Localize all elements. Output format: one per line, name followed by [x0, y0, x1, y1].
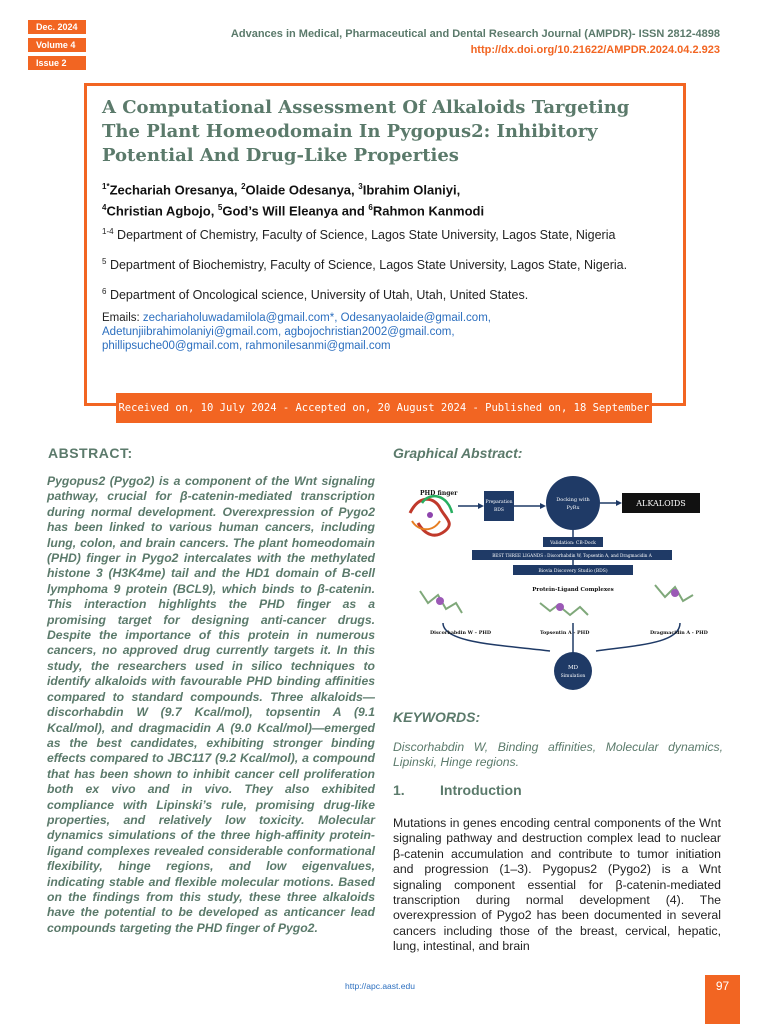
keywords-heading: KEYWORDS: — [393, 709, 481, 725]
journal-name: Advances in Medical, Pharmaceutical and Dental Research Journal (AMPDR)- ISSN 2812-4898 — [230, 28, 720, 40]
best-three-label: BEST THREE LIGANDS : Discorhabdin W, Topsentin A, and Dragmacidin A — [492, 553, 652, 558]
affiliation-3 — [102, 284, 672, 303]
complex-image — [655, 585, 693, 601]
date-tag — [28, 20, 86, 34]
author-name: God’s Will Eleanya and — [222, 203, 369, 219]
validation-label: Validation: CB-Dock — [550, 541, 596, 546]
affiliation-1 — [102, 224, 672, 243]
complex-image — [540, 603, 588, 615]
graphical-abstract-figure — [400, 473, 720, 695]
preparation-label: Preparation — [485, 500, 513, 505]
author-sup: 4 — [102, 203, 107, 213]
volume-tag — [28, 38, 86, 52]
md-circle — [554, 652, 592, 690]
author-list — [102, 178, 672, 221]
phd-finger-label: PHD finger — [420, 490, 458, 497]
introduction-heading: Introduction — [440, 782, 522, 798]
biovia-label: Biovia Discovery Studio (BDS) — [538, 569, 608, 574]
affiliation-sup: 5 — [102, 257, 107, 266]
ligand-2-label: Topsentin A - PHD — [540, 630, 590, 636]
affiliation-text: Department of Biochemistry, Faculty of Science, Lagos State University, Lagos State, Nigeria. — [109, 258, 628, 273]
ligand-3-label: Dragmacidin A - PHD — [650, 630, 708, 636]
affiliation-sup: 1-4 — [102, 227, 114, 236]
dates-band: Received on, 10 July 2024 - Accepted on, 20 August 2024 - Published on, 18 September 2024 — [116, 393, 652, 423]
author-sup: 1* — [102, 182, 110, 191]
page-number: 97 — [705, 975, 740, 1024]
date-text: Dec. 2024 — [36, 22, 78, 32]
author-name: Ibrahim Olaniyi, — [362, 182, 461, 198]
affiliation-text: Department of Chemistry, Faculty of Science, Lagos State University, Lagos State, Nigeria — [117, 228, 616, 243]
protein-structure-image — [410, 496, 452, 535]
preparation-box — [484, 491, 514, 521]
author-sup: 3 — [358, 182, 363, 191]
docking-label: Docking with — [556, 497, 590, 503]
section-number: 1. — [393, 782, 405, 798]
md-label: MD — [567, 665, 579, 671]
author-name: Christian Agbojo, — [106, 203, 218, 219]
emails-label: Emails: — [102, 312, 143, 324]
abstract-text: Pygopus2 (Pygo2) is a component of the Wnt signaling pathway, crucial for β-catenin-mediated transcription during normal development. Overexpression of Pygo2 has been linked to various human cancers, including lung, colon, and brain cancers. The plant homeodomain (PHD) finger in Pygo2 intercalates with the methylated histone 3 (H3K4me) tail and the HD1 domain of B-cell lymphoma 9 protein (BCL9), which binds to β-catenin. This interaction highlights the PHD finger as a promising target for designing anti-cancer drugs. Despite the importance of this protein in numerous cancers, no approved drug currently targets it. In this study, the researchers used in silico techniques to identify alkaloids with favourable PHD binding affinities compared to standard compounds. Three alkaloids—discorhabdin W (9.7 Kcal/mol), topsentin A (9.1 Kcal/mol), and dragmacidin A (9.0 Kcal/mol)—emerged as the best candidates, exhibiting stronger binding effects compared to JBC117 (9.2 Kcal/mol), a compound that has been shown to inhibit cancer cell proliferation both ex vivo and in vivo. They also exhibited compliance with Lipinski’s rule, promising drug-like properties, and relatively low toxicity. Molecular dynamics simulations of the three high-affinity protein-ligand complexes revealed considerable conformational flexibility, hinge regions, and low eigenvalues, indicating stable and flexible molecular motions. Based on the findings from this study, these three alkaloids have the potential to be developed as anticancer lead compounds targeting the PHD finger of Pygo2. — [47, 474, 375, 935]
author-sup: 2 — [241, 182, 246, 191]
graphical-abstract-heading: Graphical Abstract: — [393, 445, 523, 461]
author-name: Olaide Odesanya, — [245, 182, 359, 198]
introduction-text: Mutations in genes encoding central components of the Wnt signaling pathway and destruction complex lead to nuclear β-catenin accumulation and contribute to tumor initiation and progression (1–3). Pygopus2 (Pygo2) is a Wnt signaling component essential for β-catenin-mediated transcription during normal development (4). The overexpression of Pygo2 has been documented in several cancers including those of the breast, cervical, hepatic, lung, intestinal, and brain — [393, 816, 721, 954]
author-name: Rahmon Kanmodi — [372, 203, 485, 219]
paper-title: A Computational Assessment Of Alkaloids Targeting The Plant Homeodomain In Pygopus2: Inhibitory Potential And Drug-Like Properties — [102, 97, 630, 166]
ligand-1-label: Discorhabdin W – PHD — [430, 630, 492, 636]
affiliation-sup: 6 — [102, 287, 107, 296]
simulation-label: Simulation — [560, 674, 586, 679]
complexes-label: Protein-Ligand Complexes — [532, 587, 614, 593]
volume-text: Volume 4 — [36, 40, 76, 50]
issue-text: Issue 2 — [36, 58, 67, 68]
complex-image — [420, 591, 462, 613]
doi-link[interactable]: http://dx.doi.org/10.21622/AMPDR.2024.04.2.923 — [470, 44, 720, 56]
email-link[interactable]: phillipsuche00@gmail.com, rahmonilesanmi@gmail.com — [102, 340, 391, 352]
author-name: Zechariah Oresanya, — [109, 182, 242, 198]
affiliation-text: Department of Oncological science, University of Utah, Utah, United States. — [109, 288, 529, 303]
affiliation-2 — [102, 254, 672, 273]
email-link[interactable]: zechariaholuwadamilola@gmail.com*, Odesanyaolaide@gmail.com, — [142, 312, 491, 324]
author-sup: 5 — [217, 203, 223, 213]
author-sup: 6 — [368, 203, 373, 213]
footer-url[interactable]: http://apc.aast.edu — [345, 981, 415, 991]
abstract-heading: ABSTRACT: — [48, 445, 133, 461]
pyrx-label: PyRx — [566, 505, 580, 511]
bds-label: BDS — [494, 508, 504, 513]
docking-circle — [546, 476, 600, 530]
email-link[interactable]: Adetunjiibrahimolaniyi@gmail.com, agbojochristian2002@gmail.com, — [102, 326, 455, 338]
issue-tag — [28, 56, 86, 70]
keywords-text: Discorhabdin W, Binding affinities, Molecular dynamics, Lipinski, Hinge regions. — [393, 740, 723, 769]
email-block — [102, 311, 672, 353]
alkaloids-label: ALKALOIDS — [636, 499, 686, 508]
